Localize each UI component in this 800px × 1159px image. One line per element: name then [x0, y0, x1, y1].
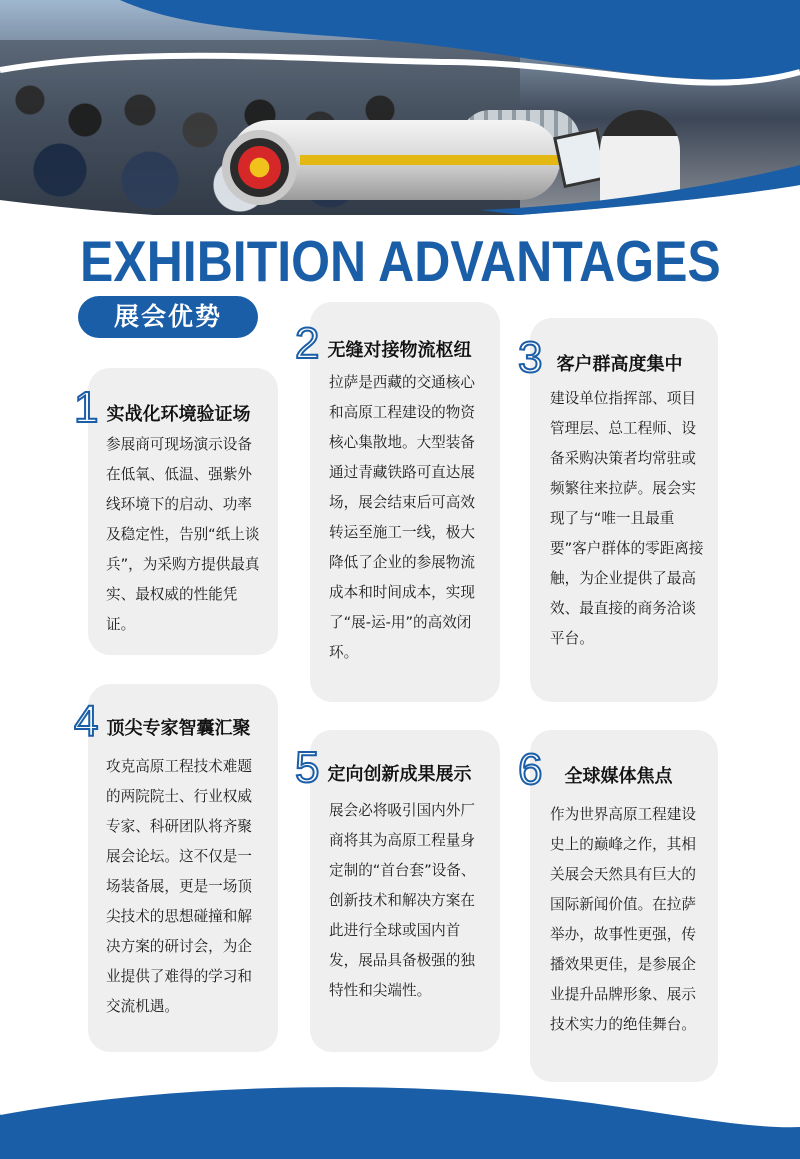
card-4-title: 顶尖专家智囊汇聚	[106, 718, 251, 739]
bottom-wave-decoration	[0, 1055, 800, 1159]
card-4-body: 攻克高原工程技术难题的两院院士、行业权威专家、科研团队将齐聚展会论坛。这不仅是一场装备展，更是一场顶尖技术的思想碰撞和解决方案的研讨会，为企业提供了难得的学习和交流机遇。	[106, 758, 252, 1015]
card-1-number: 1	[74, 383, 99, 432]
card-2-body: 拉萨是西藏的交通核心和高原工程建设的物资核心集散地。大型装备通过青藏铁路可直达展场，展会结束后可高效转运至施工一线，极大降低了企业的参展物流成本和时间成本，实现了“展-运-用”的高效闭环。	[329, 374, 475, 661]
card-1-title: 实战化环境验证场	[106, 404, 251, 425]
page-title: EXHIBITION ADVANTAGES	[80, 229, 721, 294]
top-wave-decoration	[0, 0, 800, 260]
card-6-header	[518, 745, 673, 794]
section-subtitle-pill: 展会优势	[78, 296, 258, 338]
card-2-header	[295, 319, 472, 368]
card-3-body: 建设单位指挥部、项目管理层、总工程师、设备采购决策者均常驻或频繁往来拉萨。展会实现了与“唯一且最重要”客户群体的零距离接触，为企业提供了最高效、最直接的商务洽谈平台。	[550, 390, 704, 647]
card-5-header	[295, 743, 472, 792]
card-5-body: 展会必将吸引国内外厂商将其为高原工程量身定制的“首台套”设备、创新技术和解决方案在此进行全球或国内首发，展品具备极强的独特性和尖端性。	[329, 802, 476, 999]
card-6-number: 6	[518, 745, 543, 794]
card-3-number: 3	[518, 333, 543, 382]
card-6-body: 作为世界高原工程建设史上的巅峰之作，其相关展会天然具有巨大的国际新闻价值。在拉萨举办，故事性更强，传播效果更佳，是参展企业提升品牌形象、展示技术实力的绝佳舞台。	[550, 806, 696, 1033]
card-5-title: 定向创新成果展示	[327, 764, 472, 785]
card-6-title: 全球媒体焦点	[564, 766, 673, 787]
card-4-number: 4	[74, 697, 99, 746]
card-4-header	[74, 697, 251, 746]
card-1-body: 参展商可现场演示设备在低氧、低温、强紫外线环境下的启动、功率及稳定性，告别“纸上谈兵”，为采购方提供最真实、最权威的性能凭证。	[106, 436, 260, 633]
card-3-title: 客户群高度集中	[556, 354, 683, 375]
card-2-number: 2	[295, 319, 320, 368]
card-3-header	[518, 333, 683, 382]
card-1-header	[74, 383, 251, 432]
card-2-title: 无缝对接物流枢纽	[327, 340, 472, 361]
card-5-number: 5	[295, 743, 320, 792]
